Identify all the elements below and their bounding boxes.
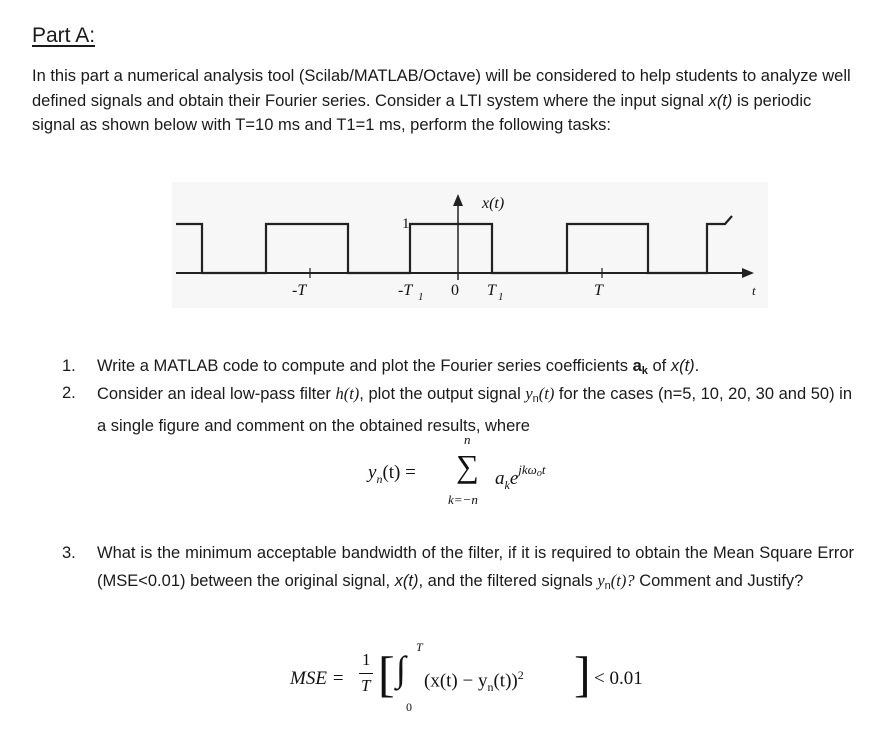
task-2-filter: h(t): [335, 384, 360, 403]
time-axis-label: t: [752, 283, 756, 298]
task-2-text-end: for the cases (n=5, 10, 20, 30 and 50) in a single figure and comment on the obtained results, where: [97, 385, 852, 435]
task-1-signal: x(t): [670, 357, 695, 375]
eq1-exponent-t: t: [541, 462, 546, 477]
label-minus-T1: -T: [398, 282, 413, 299]
eq2-rhs: < 0.01: [594, 668, 643, 689]
task-2-output-arg: (t): [538, 384, 555, 403]
eq1-sum-upper: n: [464, 432, 471, 447]
amplitude-label: 1: [402, 216, 410, 232]
task-3-signal: x(t): [394, 572, 419, 590]
fourier-sum-equation: [368, 434, 588, 514]
task-1-text: Write a MATLAB code to compute and plot the Fourier series coefficients: [97, 357, 633, 375]
intro-text-2: is periodic signal as shown below with T=10 ms and T1=1 ms, perform the following tasks:: [32, 91, 812, 134]
label-minus-T: -T: [292, 282, 307, 299]
task-3-text-end: Comment and Justify?: [634, 572, 804, 590]
task-3-output: y: [597, 571, 605, 590]
task-3-output-arg: (t)?: [610, 571, 635, 590]
eq1-lhs-arg: (t) =: [382, 462, 416, 483]
eq1-exponent: jkω: [518, 462, 537, 477]
task-1-coef: a: [632, 357, 642, 375]
eq1-coef-sub: k: [504, 477, 510, 492]
task-1-number: 1.: [62, 357, 76, 375]
fraction-bar: [359, 673, 373, 674]
right-bracket-icon: ]: [574, 646, 591, 702]
eq2-power: 2: [517, 668, 524, 682]
integral-icon: ∫: [396, 649, 406, 689]
eq2-integrand-sub: n: [487, 680, 494, 695]
eq2-lhs: MSE =: [290, 668, 345, 689]
page-title: Part A:: [32, 24, 96, 47]
task-2: [62, 380, 854, 440]
intro-paragraph: [32, 64, 858, 138]
task-3-number: 3.: [62, 544, 76, 562]
task-1-coef-sub: k: [641, 365, 648, 377]
label-T1-sub: 1: [498, 291, 504, 303]
eq2-frac-den: T: [361, 676, 371, 695]
task-2-number: 2.: [62, 384, 76, 402]
eq1-exponent-sub: o: [536, 468, 542, 479]
label-T: T: [594, 282, 603, 299]
eq2-int-upper: T: [416, 640, 423, 654]
label-T1: T: [487, 282, 496, 299]
label-minus-T1-sub: 1: [418, 291, 424, 303]
task-2-text: Consider an ideal low-pass filter: [97, 385, 336, 403]
task-3-text-mid: , and the filtered signals: [418, 572, 598, 590]
eq2-integrand-end: (t)): [493, 670, 518, 692]
eq2-frac-num: 1: [362, 650, 371, 669]
sigma-icon: ∑: [456, 448, 479, 484]
task-1-text-end: .: [694, 357, 700, 375]
y-axis-label: x(t): [482, 195, 505, 212]
task-3-output-sub: n: [604, 580, 611, 592]
task-3-text: What is the minimum acceptable bandwidth of the filter, if it is required to obtain the Mean Square Error (MSE<0.01) between the original signal,: [97, 544, 854, 590]
task-2-output-sub: n: [532, 393, 539, 405]
mse-equation: [290, 640, 670, 720]
left-bracket-icon: [: [378, 646, 395, 702]
task-1-text-mid: of: [647, 357, 671, 375]
task-2-text-mid: , plot the output signal: [359, 385, 526, 403]
eq2-integrand: (x(t) − y: [424, 670, 488, 692]
intro-text-1: In this part a numerical analysis tool (Scilab/MATLAB/Octave) will be considered to help students to analyze well defined signals and obtain their Fourier series. Consider a LTI system where the input signal: [32, 67, 851, 110]
task-2-output: y: [525, 384, 533, 403]
eq1-coef: a: [495, 468, 505, 489]
eq1-exp-base: e: [509, 468, 519, 489]
eq1-lhs-sub: n: [376, 471, 383, 486]
task-3: [62, 540, 854, 600]
figure-background: [172, 182, 768, 308]
intro-signal: x(t): [708, 91, 733, 110]
label-origin: 0: [451, 282, 459, 299]
eq1-lhs: y: [368, 462, 377, 483]
eq2-int-lower: 0: [406, 700, 412, 714]
square-wave-figure: [172, 182, 768, 308]
eq1-sum-lower: k=−n: [448, 492, 478, 507]
